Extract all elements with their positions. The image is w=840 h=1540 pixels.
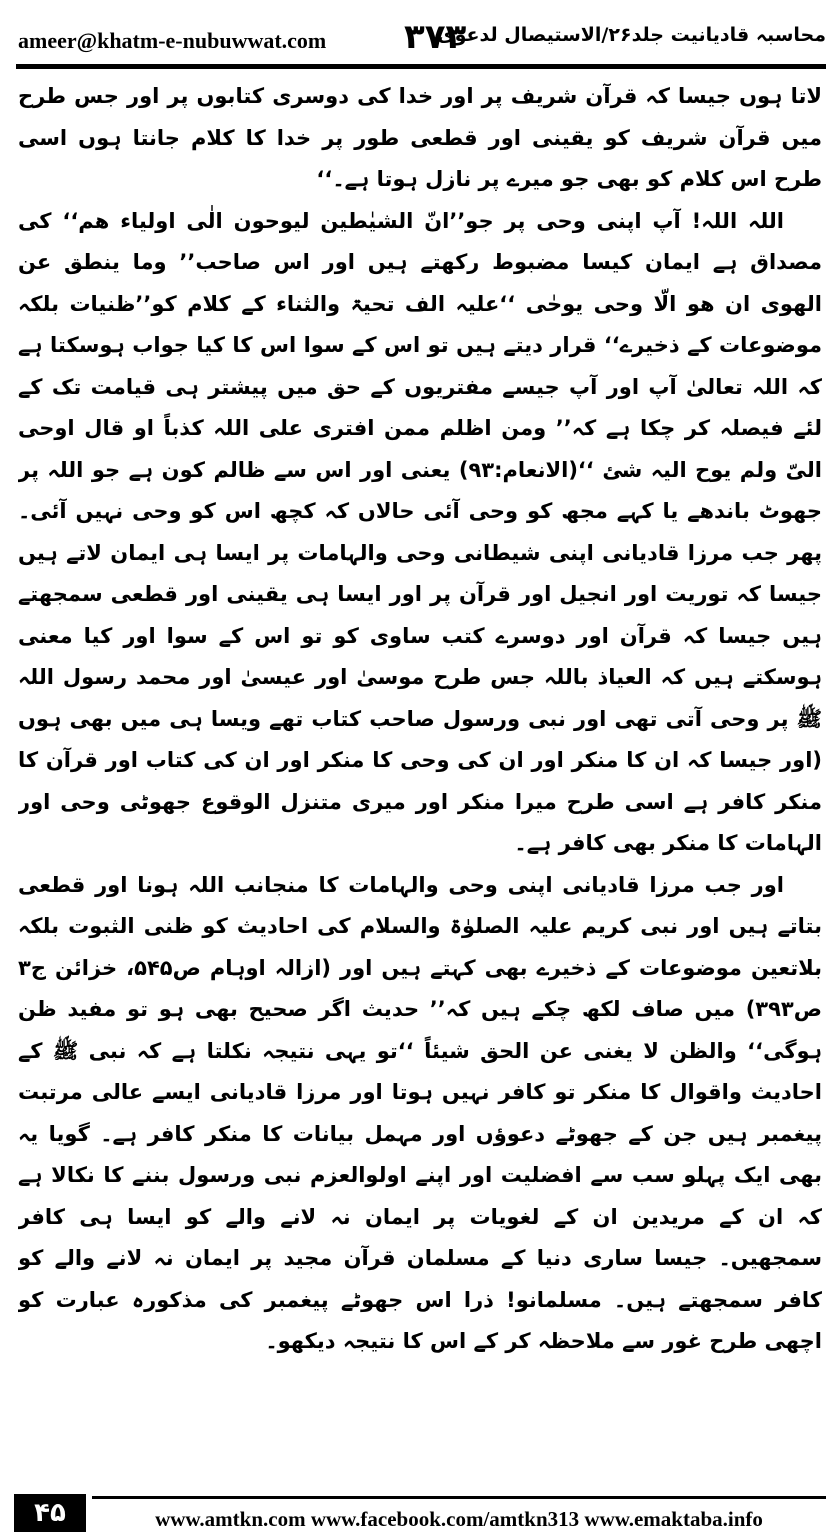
footer-rule — [92, 1496, 826, 1499]
header-email: ameer@khatm-e-nubuwwat.com — [18, 28, 327, 53]
paragraph-1: لاتا ہوں جیسا کہ قرآن شریف پر اور خدا کی دوسری کتابوں پر اور جس طرح میں قرآن شریف کو یقینی اور قطعی طور پر خدا کا کلام جانتا ہوں اسی طرح اس کلام کو بھی جو میرے پر نازل ہوتا ہے۔‘‘ — [18, 84, 822, 191]
header-rule — [16, 64, 826, 69]
footer-links: www.amtkn.com www.facebook.com/amtkn313 www.emaktaba.info — [155, 1507, 763, 1531]
header-book-title: محاسبہ قادیانیت جلد۲۶/الاستیصال لدعوی — [437, 24, 826, 46]
header-page-number: ۳۷۳ — [404, 17, 467, 57]
footer-page-number: ۴۵ — [14, 1494, 86, 1532]
paragraph-2: اللہ اللہ! آپ اپنی وحی پر جو’’انّ الشیٰطین لیوحون الٰی اولیاء ھم‘‘ کی مصداق ہے ایمان کیسا مضبوط رکھتے ہیں اور اس صاحب’’ وما ینطق عن الھوی ان ھو الّا وحی یوحٰی ‘‘علیہ الف تحیۃ والثناء کے کلام کو’’ظنیات بلکہ موضوعات کے ذخیرے‘‘ قرار دیتے ہیں تو اس کے سوا اس کا کیا جواب ہوسکتا ہے کہ اللہ تعالیٰ آپ اور آپ جیسے مفتریوں کے حق میں پیشتر ہی قیامت تک کے لئے فیصلہ کر چکا ہے کہ’’ ومن اظلم ممن افتری علی اللہ کذباً او قال اوحی الیّ ولم یوح الیہ شئ ‘‘(الانعام:۹۳) یعنی اور اس سے ظالم کون ہے جو اللہ پر جھوٹ باندھے یا کہے مجھ کو وحی آئی حالاں کہ کچھ اس کو وحی نہیں آئی۔ پھر جب مرزا قادیانی اپنی شیطانی وحی والہامات پر ایسا ہی ایمان لاتے ہیں جیسا کہ توریت اور انجیل اور قرآن پر اور ایسا ہی یقینی اور قطعی سمجھتے ہیں جیسا کہ قرآن اور دوسرے کتب ساوی کو تو اس کے سوا اور کیا معنی ہوسکتے ہیں کہ العیاذ باللہ جس طرح موسیٰ اور عیسیٰ اور محمد رسول اللہ ﷺ پر وحی آتی تھی اور نبی ورسول صاحب کتاب تھے ویسا ہی میں بھی ہوں (اور جیسا کہ ان کا منکر اور ان کی وحی کا منکر اور ان کی کتاب اور قرآن کا منکر کافر ہے اسی طرح میرا منکر اور میری متنزل الوقوع جھوٹی وحی اور الہامات کا منکر بھی کافر ہے۔ — [18, 208, 822, 855]
paragraph-3: اور جب مرزا قادیانی اپنی وحی والہامات کا منجانب اللہ ہونا اور قطعی بتاتے ہیں اور نبی کریم علیہ الصلوٰۃ والسلام کی احادیث کو ظنی الثبوت بلکہ بلاتعین موضوعات کے ذخیرے بھی کہتے ہیں اور (ازالہ اوہام ص۵۴۵، خزائن ج۳ ص۳۹۳) میں صاف لکھ چکے ہیں کہ’’ حدیث اگر صحیح بھی ہو تو مفید ظن ہوگی‘‘ والظن لا یغنی عن الحق شیئاً ‘‘تو یہی نتیجہ نکلتا ہے کہ نبی ﷺ کے احادیث واقوال کا منکر تو کافر نہیں ہوتا اور مرزا قادیانی ایسے عالی مرتبت پیغمبر ہیں جن کے جھوٹے دعوؤں اور مہمل بیانات کا منکر کافر ہے۔ گویا یہ بھی ایک پہلو سب سے افضلیت اور اپنے اولوالعزم نبی ورسول بننے کا نکالا ہے کہ ان کے مریدین ان کے لغویات پر ایمان نہ لانے والے کو ایسا ہی کافر سمجھیں۔ جیسا ساری دنیا کے مسلمان قرآن مجید پر ایمان نہ لانے والے کو کافر سمجھتے ہیں۔ مسلمانو! ذرا اس جھوٹے پیغمبر کی مذکورہ عبارت کو اچھی طرح غور سے ملاحظہ کر کے اس کا نتیجہ دیکھو۔ — [18, 872, 822, 1353]
page-header — [16, 14, 826, 60]
page-body — [18, 76, 822, 1486]
